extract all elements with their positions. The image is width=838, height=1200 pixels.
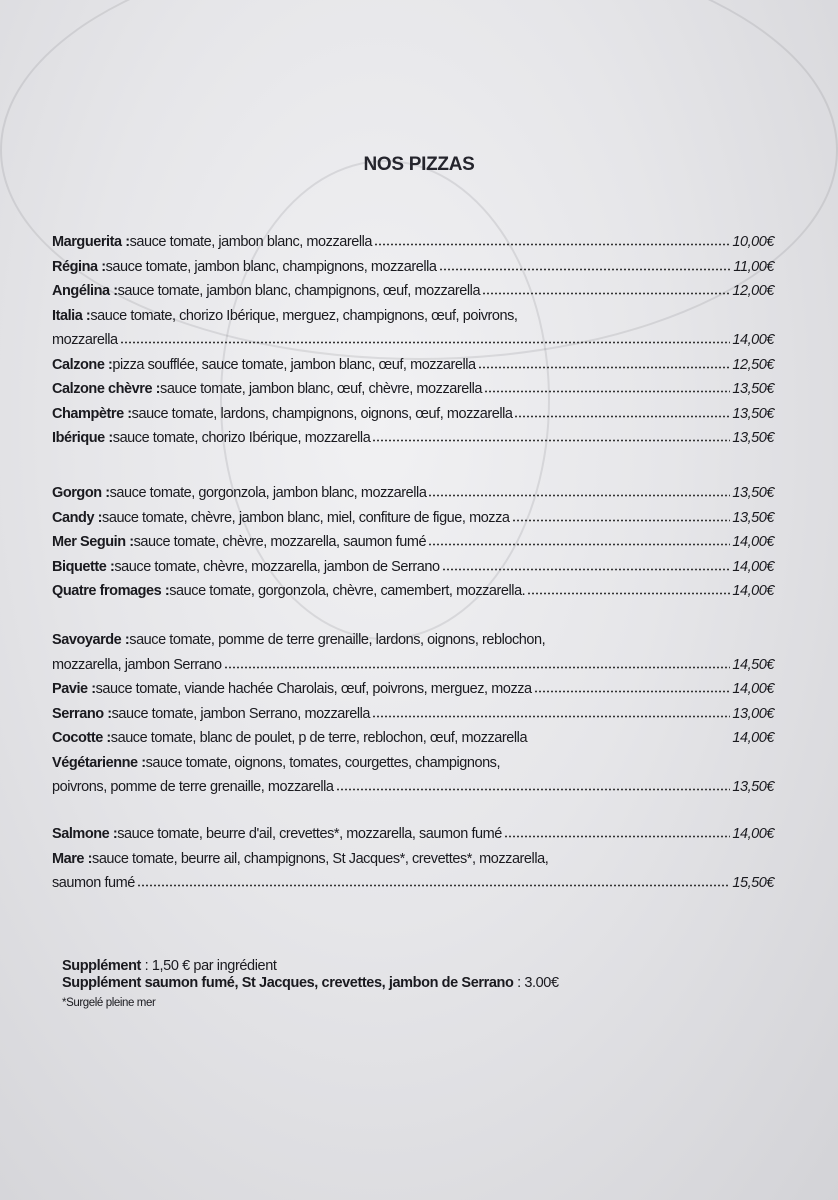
dot-leader: [374, 236, 730, 246]
menu-item: [52, 230, 774, 255]
pizza-ingredients: sauce tomate, jambon blanc, champignons, œuf, mozzarella: [117, 283, 481, 299]
pizza-group-classic: [52, 230, 774, 451]
menu-item: [52, 555, 774, 580]
pizza-name: Calzone chèvre :: [52, 381, 161, 397]
menu-item-line: [52, 555, 774, 580]
menu-item: [52, 628, 774, 677]
menu-item: [52, 402, 774, 427]
dot-leader: [224, 659, 731, 669]
pizza-name: Cocotte :: [52, 730, 111, 746]
pizza-price: 12,50€: [732, 356, 774, 373]
pizza-ingredients: sauce tomate, pomme de terre grenaille, lardons, oignons, reblochon,: [129, 632, 546, 648]
pizza-name: Régina :: [52, 258, 106, 275]
dot-leader: [442, 561, 731, 571]
menu-item: [52, 677, 774, 702]
dot-leader: [120, 334, 731, 344]
pizza-name: Mer Seguin :: [52, 534, 134, 550]
pizza-name: Salmone :: [52, 826, 118, 842]
pizza-group-specials: [52, 628, 774, 800]
menu-item: [52, 751, 774, 800]
menu-item: [52, 377, 774, 402]
pizza-price: 13,50€: [732, 381, 774, 397]
menu-item-line: [52, 377, 774, 402]
pizza-ingredients: sauce tomate, gorgonzola, chèvre, camembert, mozzarella.: [169, 583, 526, 599]
pizza-ingredients: sauce tomate, viande hachée Charolais, œuf, poivrons, merguez, mozza: [95, 681, 532, 697]
dot-leader: [137, 877, 730, 887]
menu-item-line: [52, 402, 774, 427]
pizza-ingredients-cont: saumon fumé: [52, 875, 135, 891]
menu-item-line: [52, 230, 774, 255]
menu-item-line: [52, 702, 774, 727]
menu-item: [52, 726, 774, 751]
pizza-ingredients: sauce tomate, chorizo Ibérique, merguez, champignons, œuf, poivrons,: [90, 307, 518, 324]
pizza-price: 14,50€: [732, 656, 774, 673]
pizza-name: Candy :: [52, 509, 103, 526]
frozen-note: *Surgelé pleine mer: [62, 997, 156, 1009]
pizza-name: Serrano :: [52, 705, 112, 722]
pizza-price: 11,00€: [733, 258, 774, 275]
menu-item: [52, 481, 774, 506]
menu-item-line: [52, 481, 774, 506]
menu-item-line: [52, 751, 774, 776]
menu-item-line: [52, 726, 774, 751]
pizza-ingredients: sauce tomate, jambon Serrano, mozzarella: [111, 705, 371, 722]
pizza-ingredients: pizza soufflée, sauce tomate, jambon blanc, œuf, mozzarella: [112, 356, 476, 373]
menu-item-line: [52, 847, 774, 872]
pizza-ingredients: sauce tomate, beurre d'ail, crevettes*, mozzarella, saumon fumé: [117, 826, 502, 842]
supplement-text: : 1,50 € par ingrédient: [140, 958, 277, 974]
supplements: [62, 958, 782, 1012]
page-title: NOS PIZZAS: [363, 154, 475, 175]
dot-leader: [372, 432, 730, 442]
menu-item: [52, 255, 774, 280]
dot-leader: [482, 285, 730, 295]
pizza-name: Champètre :: [52, 405, 132, 422]
menu-item-line: [52, 353, 774, 378]
pizza-name: Quatre fromages :: [52, 583, 170, 599]
pizza-name: Ibérique :: [52, 430, 113, 446]
dot-leader: [372, 708, 730, 718]
menu-item: [52, 353, 774, 378]
menu-item: [52, 506, 774, 531]
pizza-ingredients: sauce tomate, chèvre, jambon blanc, miel, confiture de figue, mozza: [102, 509, 510, 526]
pizza-ingredients: sauce tomate, oignons, tomates, courgettes, champignons,: [145, 754, 501, 771]
menu-item-line: [52, 304, 774, 329]
pizza-price: 13,50€: [732, 430, 774, 446]
pizza-name: Biquette :: [52, 558, 115, 575]
pizza-price: 14,00€: [732, 583, 774, 599]
pizza-price: 14,00€: [732, 730, 774, 746]
pizza-name: Italia :: [52, 307, 91, 324]
dot-leader: [504, 828, 730, 838]
menu-item-line: [52, 255, 774, 280]
menu-item: [52, 579, 774, 604]
pizza-ingredients: sauce tomate, chorizo Ibérique, mozzarella: [112, 430, 371, 446]
pizza-group-seafood: [52, 822, 774, 896]
pizza-price: 10,00€: [732, 234, 774, 250]
menu-item-line: [52, 506, 774, 531]
supplement-premium-price: : 3.00€: [513, 975, 559, 991]
dot-leader: [514, 408, 730, 418]
menu-item: [52, 279, 774, 304]
pizza-ingredients: sauce tomate, gorgonzola, jambon blanc, mozzarella: [109, 485, 427, 501]
dot-leader: [484, 383, 730, 393]
pizza-price: 14,00€: [732, 826, 774, 842]
pizza-price: 14,00€: [732, 534, 774, 550]
menu-item-line: [52, 628, 774, 653]
pizza-name: Angélina :: [52, 283, 118, 299]
pizza-name: Pavie :: [52, 681, 96, 697]
menu-item: [52, 847, 774, 896]
pizza-ingredients: sauce tomate, jambon blanc, champignons, mozzarella: [105, 258, 437, 275]
pizza-price: 15,50€: [732, 875, 774, 891]
pizza-name: Calzone :: [52, 356, 113, 373]
dot-leader: [336, 781, 731, 791]
menu-item: [52, 702, 774, 727]
dot-leader: [428, 487, 730, 497]
menu-item: [52, 822, 774, 847]
pizza-price: 14,00€: [732, 332, 774, 348]
menu-item-line: [52, 530, 774, 555]
menu-item-line: [52, 822, 774, 847]
dot-leader: [527, 585, 730, 595]
menu-item-line: [52, 775, 774, 800]
menu-item: [52, 530, 774, 555]
pizza-name: Mare :: [52, 850, 93, 867]
pizza-name: Végétarienne :: [52, 754, 146, 771]
pizza-price: 13,50€: [732, 405, 774, 422]
menu-item-line: [52, 871, 774, 896]
pizza-name: Marguerita :: [52, 234, 130, 250]
pizza-price: 14,00€: [732, 558, 774, 575]
pizza-ingredients-cont: mozzarella, jambon Serrano: [52, 656, 222, 673]
menu-item-line: [52, 426, 774, 451]
pizza-price: 12,00€: [732, 283, 774, 299]
menu-item-line: [52, 653, 774, 678]
pizza-ingredients: sauce tomate, lardons, champignons, oignons, œuf, mozzarella: [131, 405, 513, 422]
dot-leader: [534, 683, 731, 693]
supplement-premium-label: Supplément saumon fumé, St Jacques, crevettes, jambon de Serrano: [62, 975, 514, 991]
dot-leader: [439, 261, 732, 271]
dot-leader: [428, 536, 730, 546]
pizza-ingredients-cont: poivrons, pomme de terre grenaille, mozzarella: [52, 779, 334, 795]
dot-leader: [478, 359, 731, 369]
pizza-price: 14,00€: [732, 681, 774, 697]
menu-item: [52, 304, 774, 353]
pizza-ingredients: sauce tomate, jambon blanc, mozzarella: [129, 234, 373, 250]
pizza-price: 13,50€: [732, 485, 774, 501]
pizza-ingredients: sauce tomate, jambon blanc, œuf, chèvre, mozzarella: [160, 381, 483, 397]
pizza-ingredients: sauce tomate, chèvre, mozzarella, jambon de Serrano: [114, 558, 440, 575]
menu-item-line: [52, 579, 774, 604]
menu-item-line: [52, 279, 774, 304]
pizza-ingredients: sauce tomate, blanc de poulet, p de terre, reblochon, œuf, mozzarella: [110, 730, 528, 746]
pizza-name: Savoyarde :: [52, 632, 130, 648]
menu-item: [52, 426, 774, 451]
dot-leader: [512, 512, 731, 522]
pizza-ingredients: sauce tomate, beurre ail, champignons, St Jacques*, crevettes*, mozzarella,: [92, 850, 549, 867]
pizza-price: 13,50€: [732, 779, 774, 795]
pizza-group-cheese: [52, 481, 774, 604]
menu-item-line: [52, 677, 774, 702]
pizza-price: 13,00€: [732, 705, 774, 722]
menu-item-line: [52, 328, 774, 353]
pizza-ingredients: sauce tomate, chèvre, mozzarella, saumon fumé: [133, 534, 427, 550]
pizza-ingredients-cont: mozzarella: [52, 332, 118, 348]
pizza-price: 13,50€: [732, 509, 774, 526]
pizza-name: Gorgon :: [52, 485, 110, 501]
supplement-label: Supplément: [62, 958, 141, 974]
